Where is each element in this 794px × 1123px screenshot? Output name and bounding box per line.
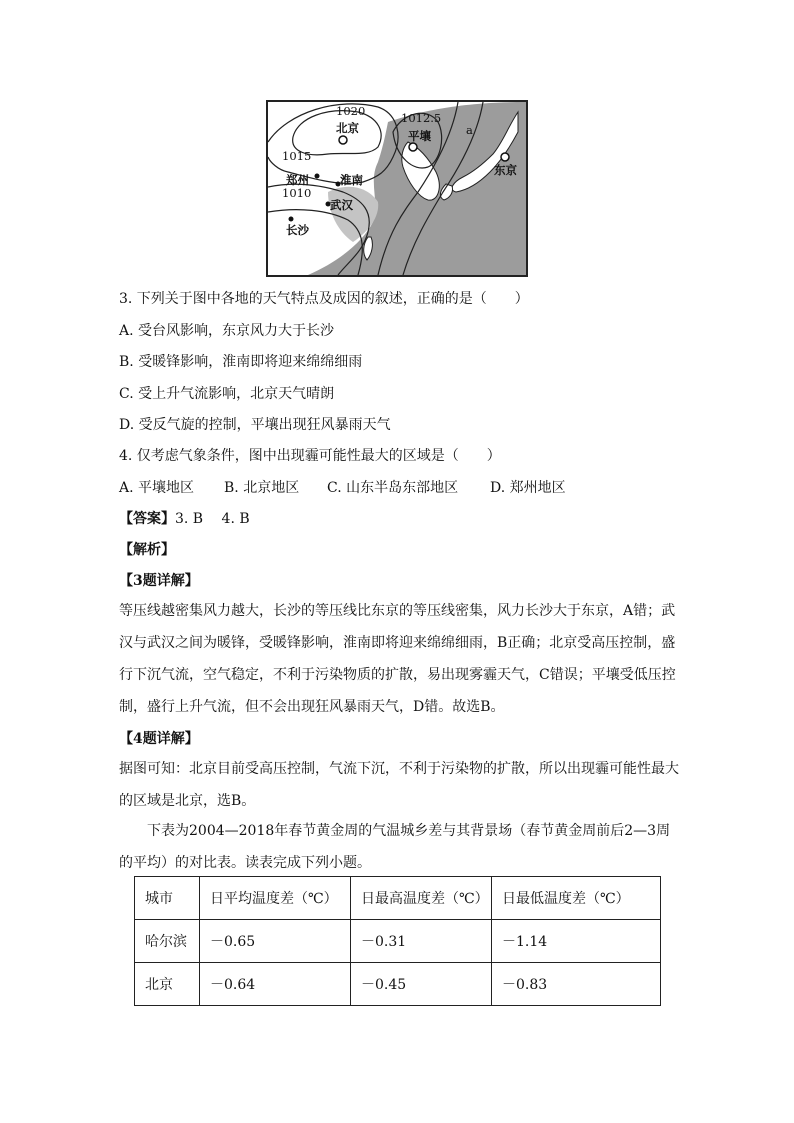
zhengzhou-dot [315,174,320,179]
label-wuhan: 武汉 [330,198,353,212]
beijing-dot [339,136,347,144]
table-header-cell: 日最低温度差（℃） [492,877,661,920]
label-1010: 1010 [282,186,312,200]
detail3-text: 等压线越密集风力越大，长沙的等压线比东京的等压线密集，风力长沙大于东京，A错；武汉与武汉之间为暖锋，受暖锋影响，淮南即将迎来绵绵细雨，B正确；北京受高压控制，盛行下沉气流，空气稳定，不利于污染物质的扩散，易出现雾霾天气，C错误；平壤受低压控制，盛行上升气流，但不会出现狂风暴雨天气，D错。故选B。 [119,603,676,715]
q3-option-c: C. 受上升气流影响，北京天气晴朗 [119,386,335,402]
temperature-comparison-table [134,876,661,1006]
table-header-cell: 日平均温度差（℃） [200,877,351,920]
table-header-cell: 日最高温度差（℃） [351,877,492,920]
table-cell: －0.65 [200,920,351,963]
q4-option-a: A. 平壤地区 [119,480,195,496]
label-1012: 1012.5 [401,111,442,125]
q3-option-b: B. 受暖锋影响，淮南即将迎来绵绵细雨 [119,354,363,370]
q3-stem: 3. 下列关于图中各地的天气特点及成因的叙述，正确的是（ ） [119,291,529,307]
changsha-dot [289,217,294,222]
table-cell: －0.64 [200,963,351,1006]
label-beijing: 北京 [336,121,359,135]
label-changsha: 长沙 [286,223,309,237]
table-row [135,920,661,963]
label-tokyo: 东京 [494,163,517,177]
q4-option-b: B. 北京地区 [224,480,300,496]
table-header-row [135,877,661,920]
label-huainan: 淮南 [340,173,363,187]
label-pingrang: 平壤 [408,129,431,143]
label-1020: 1020 [336,104,366,118]
analysis-label: 【解析】 [119,542,175,558]
q4-option-d: D. 郑州地区 [490,480,566,496]
detail3-title: 【3题详解】 [119,573,199,589]
table-intro: 下表为2004—2018年春节黄金周的气温城乡差与其背景场（春节黄金周前后2—3周的平均）的对比表。读表完成下列小题。 [119,823,671,871]
answer-line [119,509,250,529]
answer-label: 【答案】 [119,511,175,527]
isobar-map-figure [266,100,528,277]
label-a: a [466,123,473,137]
table-row [135,963,661,1006]
table-cell: －0.31 [351,920,492,963]
tokyo-dot [501,153,509,161]
answer-text: 3. B 4. B [175,511,250,527]
q4-stem: 4. 仅考虑气象条件，图中出现霾可能性最大的区域是（ ） [119,448,501,464]
pingrang-dot [409,143,417,151]
q3-option-a: A. 受台风影响，东京风力大于长沙 [119,323,335,339]
label-1015: 1015 [282,149,312,163]
table-cell: －1.14 [492,920,661,963]
detail4-text: 据图可知：北京目前受高压控制，气流下沉，不利于污染物的扩散，所以出现霾可能性最大的区域是北京，选B。 [119,761,679,809]
detail4-title: 【4题详解】 [119,731,199,747]
table-cell: 北京 [135,963,200,1006]
q3-option-d: D. 受反气旋的控制，平壤出现狂风暴雨天气 [119,417,391,433]
label-zhengzhou: 郑州 [286,173,309,187]
q4-options [119,478,566,498]
table-cell: 哈尔滨 [135,920,200,963]
q4-option-c: C. 山东半岛东部地区 [327,480,459,496]
table-cell: －0.45 [351,963,492,1006]
table-cell: －0.83 [492,963,661,1006]
table-header-cell: 城市 [135,877,200,920]
